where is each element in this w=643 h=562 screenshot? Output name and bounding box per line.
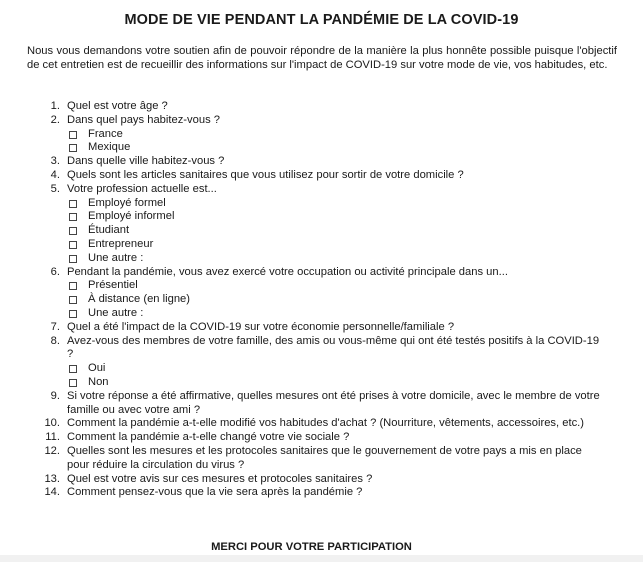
- question-text: Si votre réponse a été affirmative, quelles mesures ont été prises à votre domicile, avec le membre de votre famille ou avec votre ami ?: [67, 389, 600, 416]
- answer-option[interactable]: [67, 238, 607, 252]
- answer-option[interactable]: [67, 224, 607, 238]
- checkbox-icon[interactable]: [69, 282, 77, 290]
- question-text: Votre profession actuelle est...: [67, 182, 217, 195]
- question-text: Pendant la pandémie, vous avez exercé votre occupation ou activité principale dans un...: [67, 265, 508, 278]
- question-item: [27, 473, 607, 487]
- checkbox-icon[interactable]: [69, 296, 77, 304]
- question-number: 12.: [44, 444, 60, 457]
- question-item: [27, 445, 607, 473]
- checkbox-icon[interactable]: [69, 379, 77, 387]
- question-number: 6.: [50, 265, 60, 278]
- answer-option[interactable]: [67, 279, 607, 293]
- question-number: 1.: [50, 100, 60, 112]
- answer-option-label: Étudiant: [88, 224, 130, 237]
- answer-option[interactable]: [67, 293, 607, 307]
- question-item: [27, 335, 607, 390]
- answer-option[interactable]: [67, 376, 607, 390]
- question-text: Quel est votre âge ?: [67, 100, 168, 112]
- answer-option-label: Employé formel: [88, 196, 166, 209]
- checkbox-icon[interactable]: [69, 213, 77, 221]
- question-text: Comment la pandémie a-t-elle modifié vos habitudes d'achat ? (Nourriture, vêtements, accessoires, etc.): [67, 417, 584, 430]
- checkbox-icon[interactable]: [69, 200, 77, 208]
- question-number: 13.: [44, 472, 60, 485]
- checkbox-icon[interactable]: [69, 310, 77, 318]
- answer-option[interactable]: [67, 210, 607, 224]
- checkbox-icon[interactable]: [69, 131, 77, 139]
- question-number: 11.: [45, 431, 60, 444]
- question-number: 3.: [50, 155, 60, 168]
- checkbox-icon[interactable]: [69, 241, 77, 249]
- answer-option-label: France: [88, 127, 123, 140]
- answer-options: [67, 128, 607, 156]
- question-number: 9.: [50, 389, 60, 402]
- question-item: [27, 431, 607, 445]
- question-item: [27, 417, 607, 431]
- checkbox-icon[interactable]: [69, 255, 77, 263]
- answer-options: [67, 279, 607, 320]
- question-text: Quelles sont les mesures et les protocoles sanitaires que le gouvernement de votre pays a mis en place pour réduire la circulation du virus ?: [67, 444, 582, 471]
- answer-option-label: Entrepreneur: [88, 237, 154, 250]
- answer-option[interactable]: [67, 141, 607, 155]
- question-item: [27, 321, 607, 335]
- question-number: 8.: [50, 334, 60, 347]
- checkbox-icon[interactable]: [69, 227, 77, 235]
- answer-option[interactable]: [67, 307, 607, 321]
- question-text: Comment pensez-vous que la vie sera après la pandémie ?: [67, 486, 363, 499]
- question-item: [27, 183, 607, 266]
- answer-options: [67, 362, 607, 390]
- answer-option-label: Présentiel: [88, 279, 138, 292]
- question-item: [27, 486, 607, 500]
- intro-paragraph: Nous vous demandons votre soutien afin de pouvoir répondre de la manière la plus honnête possible puisque l'objectif de cet entretien est de recueillir des informations sur l'impact de COVID-19 sur votre mode de vie, vos habitudes, etc.: [27, 45, 617, 71]
- answer-option-label: Mexique: [88, 141, 131, 154]
- page-title: MODE DE VIE PENDANT LA PANDÉMIE DE LA COVID-19: [124, 12, 519, 28]
- question-item: [27, 266, 607, 321]
- question-item: [27, 100, 607, 114]
- question-text: Dans quelle ville habitez-vous ?: [67, 155, 225, 168]
- question-number: 2.: [50, 113, 60, 126]
- question-text: Quels sont les articles sanitaires que vous utilisez pour sortir de votre domicile ?: [67, 168, 464, 181]
- answer-option-label: Une autre :: [88, 251, 144, 264]
- answer-option-label: Non: [88, 375, 109, 388]
- thanks-message: MERCI POUR VOTRE PARTICIPATION: [211, 541, 412, 553]
- question-number: 7.: [50, 320, 60, 333]
- question-number: 10.: [44, 417, 60, 430]
- question-item: [27, 390, 607, 418]
- question-text: Avez-vous des membres de votre famille, des amis ou vous-même qui ont été testés positifs à la COVID-19 ?: [67, 334, 600, 361]
- checkbox-icon[interactable]: [69, 365, 77, 373]
- answer-option-label: Oui: [88, 362, 106, 375]
- page-bottom-edge: [0, 555, 643, 562]
- question-list: [27, 100, 607, 500]
- answer-option[interactable]: [67, 128, 607, 142]
- question-text: Quel a été l'impact de la COVID-19 sur votre économie personnelle/familiale ?: [67, 320, 455, 333]
- question-number: 4.: [50, 168, 60, 181]
- answer-option[interactable]: [67, 197, 607, 211]
- answer-option-label: Employé informel: [88, 210, 175, 223]
- question-text: Dans quel pays habitez-vous ?: [67, 113, 220, 126]
- question-item: [27, 155, 607, 169]
- question-text: Comment la pandémie a-t-elle changé votre vie sociale ?: [67, 431, 350, 444]
- answer-option[interactable]: [67, 362, 607, 376]
- question-item: [27, 169, 607, 183]
- answer-option-label: Une autre :: [88, 306, 144, 319]
- answer-options: [67, 197, 607, 266]
- question-text: Quel est votre avis sur ces mesures et protocoles sanitaires ?: [67, 472, 373, 485]
- answer-option[interactable]: [67, 252, 607, 266]
- checkbox-icon[interactable]: [69, 144, 77, 152]
- answer-option-label: À distance (en ligne): [88, 293, 190, 306]
- question-number: 14.: [44, 486, 60, 499]
- question-item: [27, 114, 607, 155]
- question-number: 5.: [50, 182, 60, 195]
